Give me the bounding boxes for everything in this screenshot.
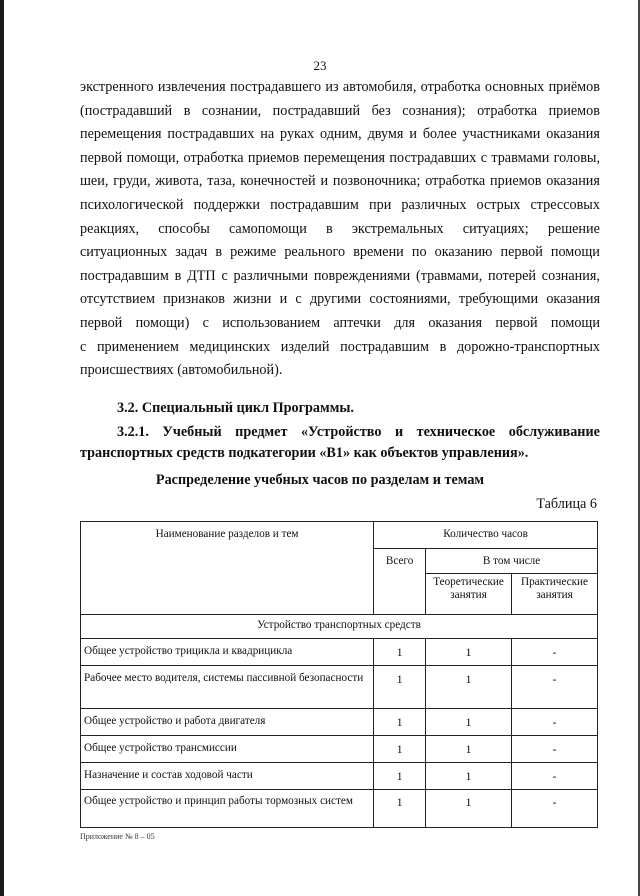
row-topic-name: Общее устройство трицикла и квадрицикла (81, 639, 374, 666)
paragraph-line-3: перемещения пострадавших на руках одним, двумя и более участниками оказания (80, 126, 600, 143)
row-practice: - (512, 639, 598, 666)
hours-table (80, 521, 598, 828)
row-practice: - (512, 763, 598, 790)
paragraph-line-13: происшествиях (автомобильной). (80, 362, 283, 379)
row-topic-name: Общее устройство трансмиссии (81, 736, 374, 763)
subject-heading-line-1: 3.2.1. Учебный предмет «Устройство и техническое обслуживание (117, 424, 600, 440)
header-hours: Количество часов (374, 522, 598, 549)
paragraph-line-12: с применением медицинских изделий пострадавшим в дорожно-транспортных (80, 338, 600, 355)
row-topic-name: Общее устройство и принцип работы тормозных систем (81, 790, 374, 828)
table-section-title: Устройство транспортных средств (81, 615, 598, 639)
scan-left-edge (0, 0, 4, 896)
footer-attachment: Приложение № 8 – 05 (80, 832, 155, 841)
row-total: 1 (374, 763, 426, 790)
row-theory: 1 (426, 790, 512, 828)
paragraph-line-7: реакциях, способы самопомощи в экстремальных ситуациях; решение (80, 220, 600, 237)
header-total: Всего (374, 549, 426, 615)
row-practice: - (512, 666, 598, 709)
table-caption: Распределение учебных часов по разделам и темам (155, 472, 485, 488)
body-paragraph (80, 76, 600, 383)
row-theory: 1 (426, 639, 512, 666)
paragraph-line-11: первой помощи) с использованием аптечки для оказания первой помощи (80, 314, 600, 331)
paragraph-line-1: экстренного извлечения пострадавшего из автомобиля, отработка основных приёмов (80, 79, 600, 95)
header-name: Наименование разделов и тем (81, 522, 374, 615)
row-topic-name: Рабочее место водителя, системы пассивной безопасности (81, 666, 374, 709)
subject-heading-line-2: транспортных средств подкатегории «В1» как объектов управления». (80, 445, 529, 461)
subject-heading (80, 422, 600, 464)
row-practice: - (512, 790, 598, 828)
paragraph-line-8: ситуационных задач в режиме реального времени по оказанию первой помощи (80, 244, 600, 261)
paragraph-line-2: (пострадавший в сознании, пострадавший без сознания); отработка приемов (80, 102, 600, 119)
row-practice: - (512, 736, 598, 763)
paragraph-line-9: пострадавшим в ДТП с различными повреждениями (травмами, потерей сознания, (80, 267, 600, 284)
row-topic-name: Назначение и состав ходовой части (81, 763, 374, 790)
table-row (81, 709, 598, 736)
table-section-row (81, 615, 598, 639)
table-row (81, 790, 598, 828)
table-row (81, 666, 598, 709)
row-total: 1 (374, 709, 426, 736)
paragraph-line-10: отсутствием признаков жизни и с другими состояниями, требующими оказания (80, 291, 600, 308)
paragraph-line-5: шеи, груди, живота, таза, конечностей и позвоночника; отработка приемов оказания (80, 173, 600, 190)
row-theory: 1 (426, 666, 512, 709)
row-total: 1 (374, 639, 426, 666)
row-theory: 1 (426, 736, 512, 763)
header-including: В том числе (426, 549, 598, 574)
row-practice: - (512, 709, 598, 736)
table-label: Таблица 6 (536, 496, 597, 512)
page-number: 23 (313, 58, 327, 73)
paragraph-line-4: первой помощи, отработка приемов перемещения пострадавших с травмами головы, (80, 149, 600, 166)
table-header-row-1 (81, 522, 598, 549)
row-topic-name: Общее устройство и работа двигателя (81, 709, 374, 736)
row-total: 1 (374, 666, 426, 709)
row-theory: 1 (426, 709, 512, 736)
table-row (81, 763, 598, 790)
row-total: 1 (374, 790, 426, 828)
row-theory: 1 (426, 763, 512, 790)
row-total: 1 (374, 736, 426, 763)
table-row (81, 736, 598, 763)
header-practice: Практические занятия (512, 574, 598, 615)
header-theory: Теоретические занятия (426, 574, 512, 615)
section-heading: 3.2. Специальный цикл Программы. (117, 400, 354, 416)
paragraph-line-6: психологической поддержки пострадавшим при различных острых стрессовых (80, 196, 600, 213)
table-row (81, 639, 598, 666)
